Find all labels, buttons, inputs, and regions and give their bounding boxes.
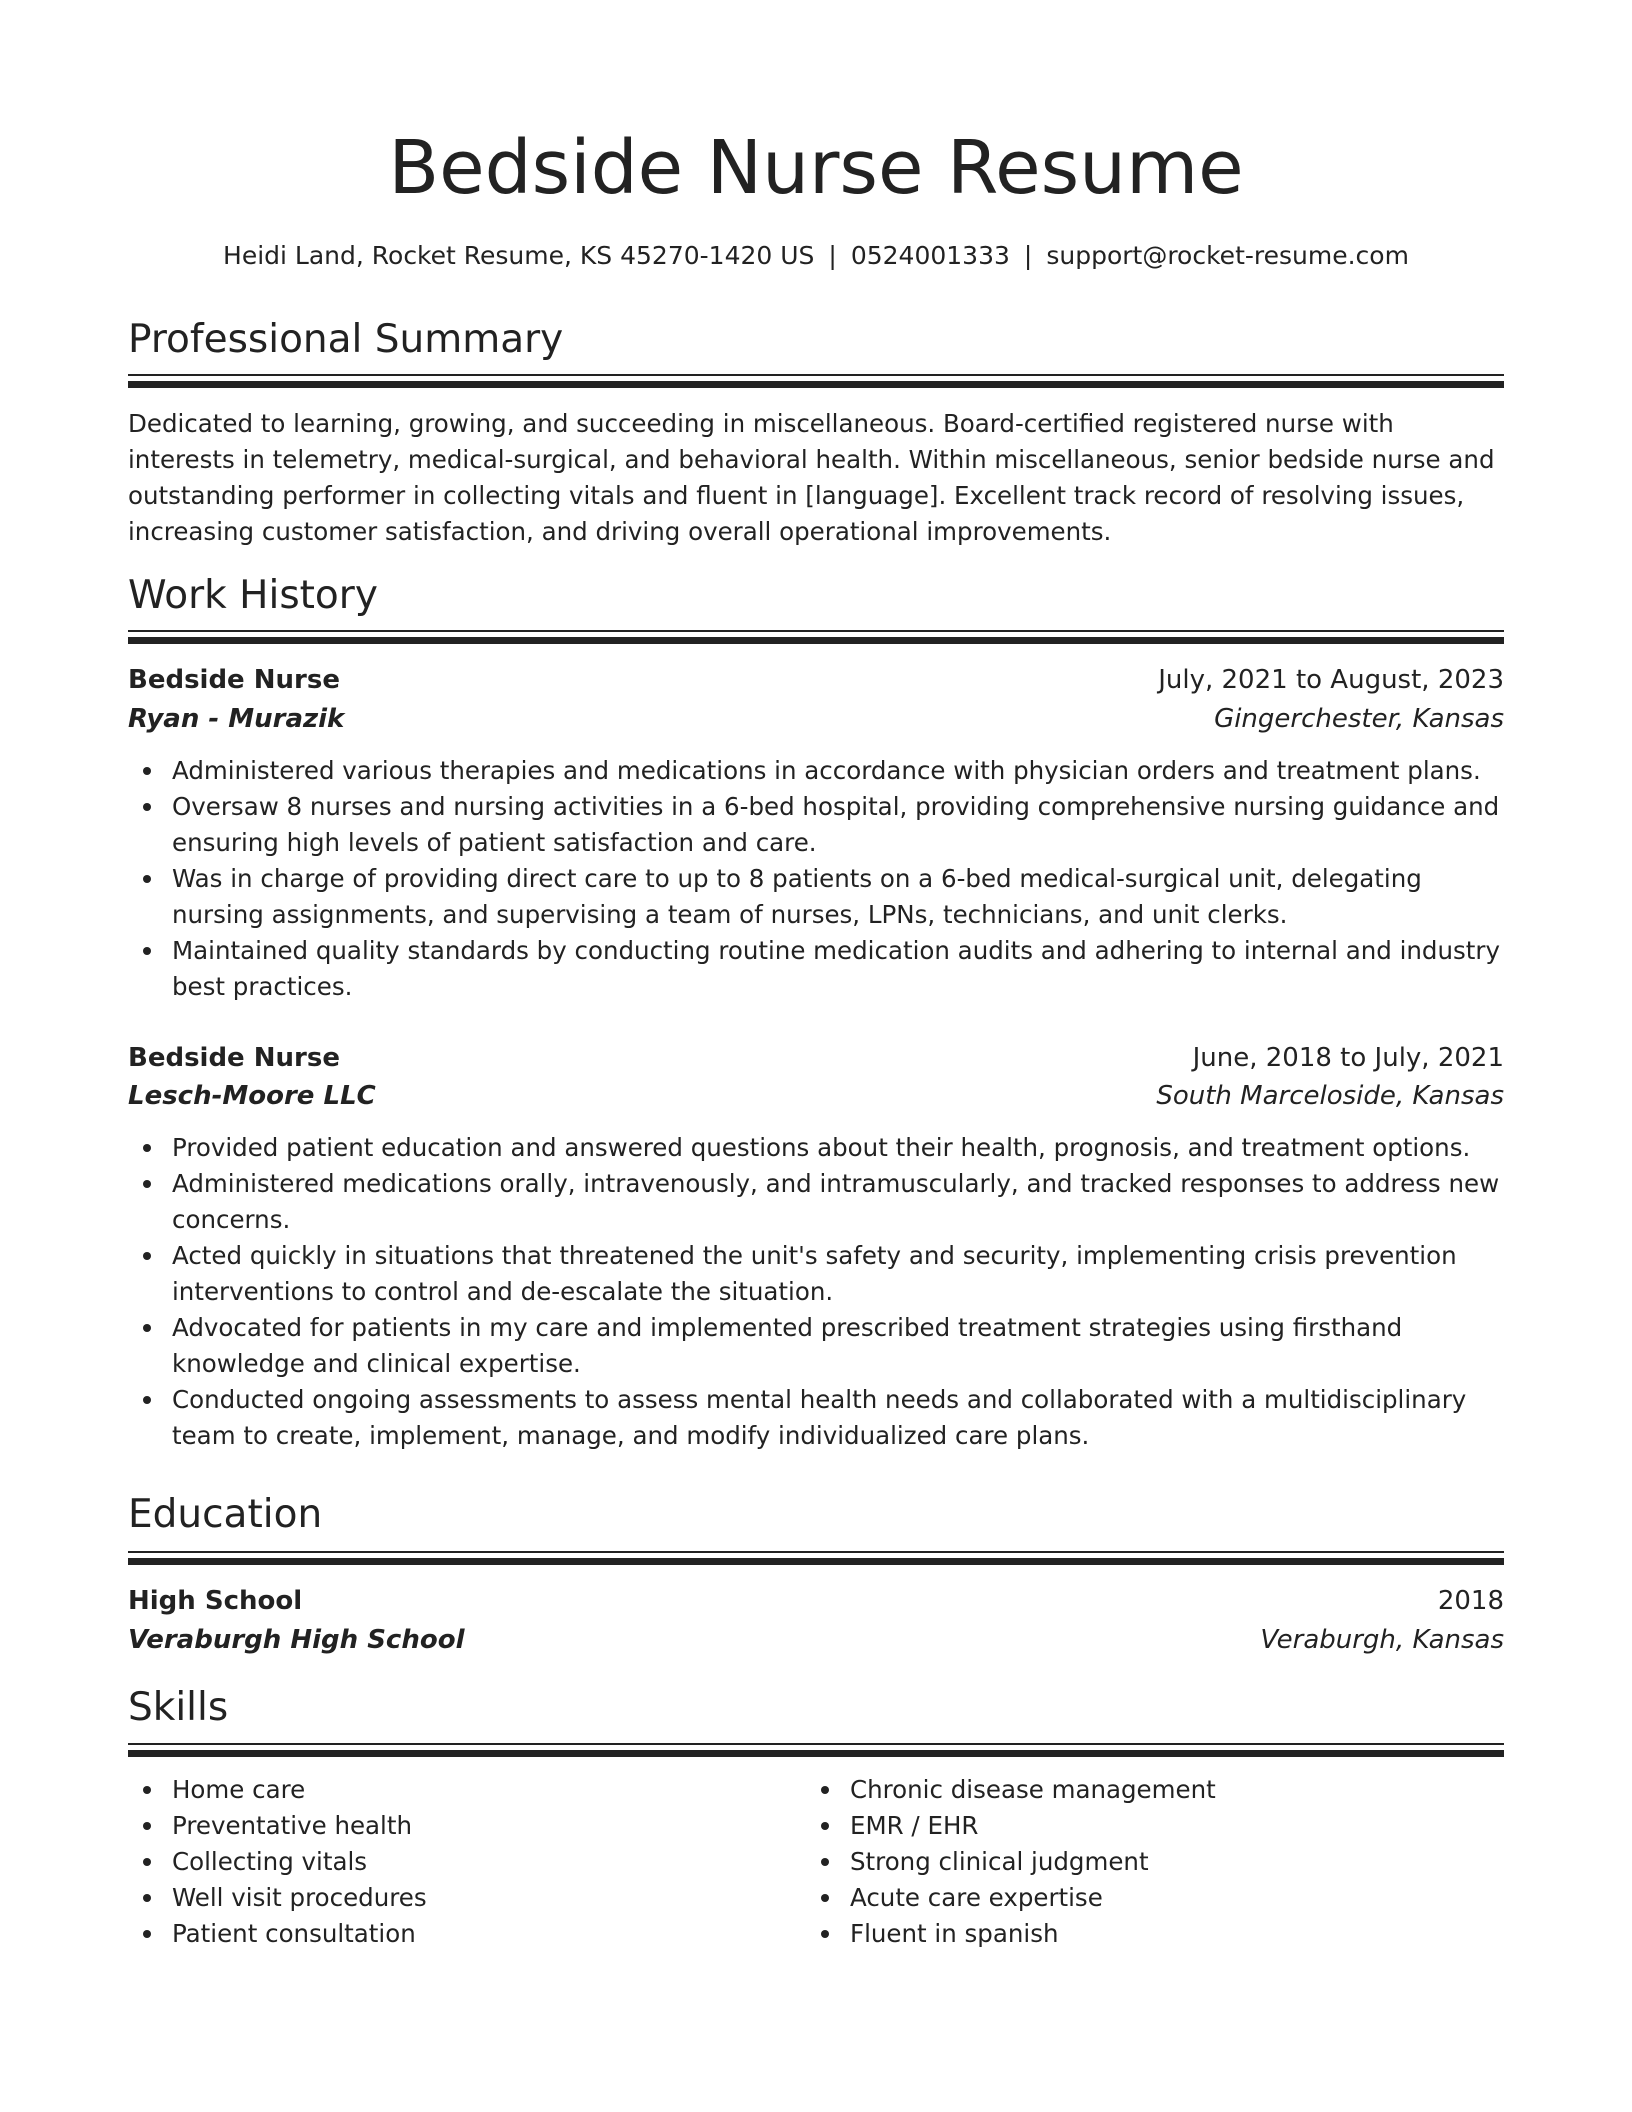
contact-separator: | [828,241,837,270]
contact-phone: 0524001333 [850,241,1010,270]
contact-address: Heidi Land, Rocket Resume, KS 45270-1420 US [223,241,815,270]
education-school: Veraburgh High School [128,1625,465,1655]
resume-title: Bedside Nurse Resume [388,125,1244,211]
skill-item: Strong clinical judgment [850,1844,1482,1880]
skills-heading: Skills [128,1685,229,1730]
list-item: Oversaw 8 nurses and nursing activities in a 6-bed hospital, providing comprehensive nursing guidance and ensuring high levels of patient satisfaction and care. [172,789,1504,861]
skill-item: Home care [172,1772,804,1808]
list-item: Advocated for patients in my care and implemented prescribed treatment strategies using firsthand knowledge and clinical expertise. [172,1310,1504,1382]
skills-rule [128,1743,1504,1758]
job-title: Bedside Nurse [128,665,340,695]
education-subheader [128,1621,1504,1659]
education-heading: Education [128,1492,323,1537]
education-degree: High School [128,1586,303,1616]
education-rule [128,1551,1504,1566]
summary-text: Dedicated to learning, growing, and succeeding in miscellaneous. Board-certified registered nurse with interests in telemetry, medical-surgical, and behavioral health. Within miscellaneous, senior bedside nurse and outstanding performer in collecting vitals and fluent in [language]. Excellent track record of resolving issues, increasing customer satisfaction, and driving overall operational improvements. [128,409,1495,546]
job-dates: June, 2018 to July, 2021 [1192,1043,1504,1073]
education-location: Veraburgh, Kansas [1260,1625,1504,1655]
list-item: Conducted ongoing assessments to assess mental health needs and collaborated with a multidisciplinary team to create, implement, manage, and modify individualized care plans. [172,1382,1504,1454]
list-item: Provided patient education and answered questions about their health, prognosis, and treatment options. [172,1130,1504,1166]
contact-separator: | [1023,241,1033,270]
list-item: Was in charge of providing direct care to up to 8 patients on a 6-bed medical-surgical unit, delegating nursing assignments, and supervising a team of nurses, LPNs, technicians, and unit clerks. [172,861,1504,933]
job-subheader [128,700,1504,738]
summary-heading: Professional Summary [128,317,564,362]
job-dates: July, 2021 to August, 2023 [1158,665,1504,695]
job-company: Lesch-Moore LLC [128,1081,376,1111]
skill-item: Preventative health [172,1808,804,1844]
job-location: South Marceloside, Kansas [1156,1081,1504,1111]
skill-item: Collecting vitals [172,1844,804,1880]
skill-item: EMR / EHR [850,1808,1482,1844]
contact-email: support@rocket-resume.com [1046,241,1409,270]
job-header [128,1039,1504,1077]
work-rule [128,630,1504,645]
job-company: Ryan - Murazik [128,704,345,734]
skill-item: Well visit procedures [172,1880,804,1916]
job-bullets [128,753,1504,1005]
skills-list-right [806,1772,1482,1952]
skill-item: Fluent in spanish [850,1916,1482,1952]
list-item: Maintained quality standards by conducting routine medication audits and adhering to internal and industry best practices. [172,933,1504,1005]
skill-item: Chronic disease management [850,1772,1482,1808]
job-subheader [128,1077,1504,1115]
skill-item: Patient consultation [172,1916,804,1952]
skills-list-left [128,1772,804,1952]
list-item: Administered various therapies and medications in accordance with physician orders and treatment plans. [172,753,1504,789]
list-item: Administered medications orally, intravenously, and intramuscularly, and tracked responses to address new concerns. [172,1166,1504,1238]
contact-line [128,238,1504,274]
skill-item: Acute care expertise [850,1880,1482,1916]
education-year: 2018 [1437,1586,1504,1616]
job-header [128,661,1504,699]
list-item: Acted quickly in situations that threatened the unit's safety and security, implementing crisis prevention interventions to control and de-escalate the situation. [172,1238,1504,1310]
job-location: Gingerchester, Kansas [1214,704,1504,734]
summary-rule [128,374,1504,389]
work-heading: Work History [128,573,378,618]
education-header [128,1582,1504,1620]
job-title: Bedside Nurse [128,1043,340,1073]
job-bullets [128,1130,1504,1454]
